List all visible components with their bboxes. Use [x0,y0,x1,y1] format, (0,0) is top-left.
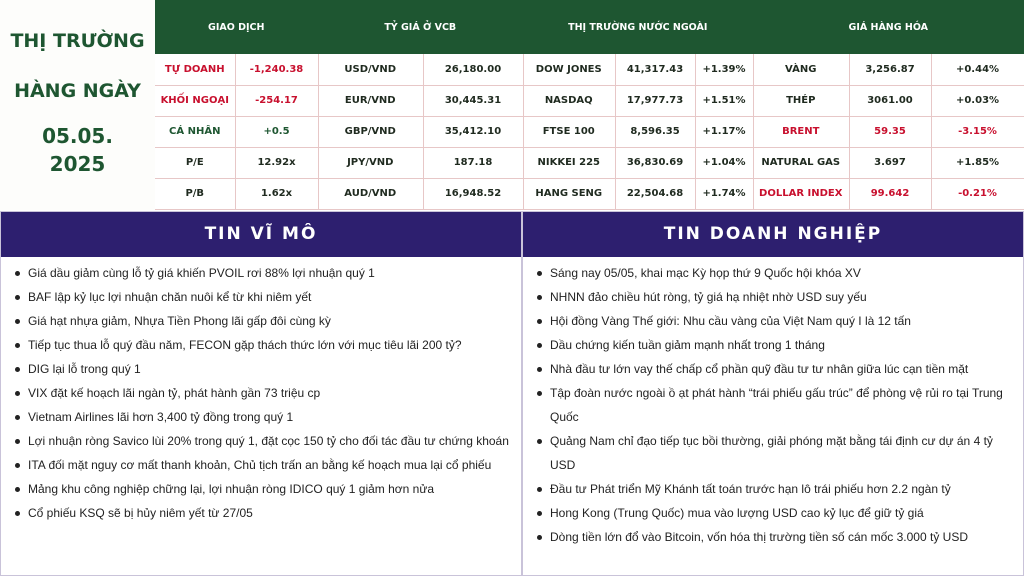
news-text: Tiếp tục thua lỗ quý đầu năm, FECON gặp thách thức lớn với mục tiêu lãi 200 tỷ? [28,338,462,352]
goods-change: +0.44% [931,54,1024,85]
list-item [15,357,511,381]
list-item [15,285,511,309]
bullet-icon [537,391,542,396]
news-text: Quảng Nam chỉ đạo tiếp tục bồi thường, giải phóng mặt bằng tái định cư dự án 4 tỷ USD [550,434,993,472]
bullet-icon [15,463,20,468]
news-text: Dầu chứng kiến tuần giảm mạnh nhất trong 1 tháng [550,338,825,352]
table-row [523,54,753,85]
table-row [523,116,753,147]
goods-header: GIÁ HÀNG HÓA [753,0,1024,54]
bullet-icon [537,367,542,372]
news-text: Dòng tiền lớn đổ vào Bitcoin, vốn hóa thị trường tiền số cán mốc 3.000 tỷ USD [550,530,968,544]
corporate-news-list [523,257,1023,549]
table-row [318,54,523,85]
world-index: FTSE 100 [523,116,615,147]
fx-rate: 35,412.10 [423,116,523,147]
list-item [15,429,511,453]
world-change: +1.39% [695,54,753,85]
news-text: Sáng nay 05/05, khai mạc Kỳ họp thứ 9 Quốc hội khóa XV [550,266,861,280]
bullet-icon [15,295,20,300]
page-subtitle: HÀNG NGÀY [14,80,141,102]
bullet-icon [15,487,20,492]
report-year: 2025 [49,152,106,176]
table-row [753,54,1024,85]
list-item [537,525,1013,549]
table-row [523,85,753,116]
list-item [15,333,511,357]
news-text: BAF lập kỷ lục lợi nhuận chăn nuôi kể từ khi niêm yết [28,290,312,304]
goods-change: -0.21% [931,178,1024,209]
table-row [155,85,318,116]
bullet-icon [537,343,542,348]
goods-price: 99.642 [849,178,931,209]
news-text: Hội đồng Vàng Thế giới: Nhu cầu vàng của Việt Nam quý I là 12 tấn [550,314,911,328]
news-text: Giá hạt nhựa giảm, Nhựa Tiền Phong lãi gấp đôi cùng kỳ [28,314,331,328]
list-item [15,477,511,501]
world-change: +1.04% [695,147,753,178]
world-value: 22,504.68 [615,178,695,209]
table-row [155,54,318,85]
table-row [318,85,523,116]
world-change: +1.74% [695,178,753,209]
bullet-icon [15,391,20,396]
bullet-icon [537,319,542,324]
bullet-icon [537,439,542,444]
goods-change: +0.03% [931,85,1024,116]
bullet-icon [15,439,20,444]
table-row [155,116,318,147]
table-row [753,116,1024,147]
list-item [15,405,511,429]
fx-pair: AUD/VND [318,178,423,209]
fx-pair: EUR/VND [318,85,423,116]
fx-header: TỶ GIÁ Ở VCB [318,0,523,54]
trading-label: KHỐI NGOẠI [155,85,235,116]
goods-change: +1.85% [931,147,1024,178]
fx-rate: 16,948.52 [423,178,523,209]
bullet-icon [15,343,20,348]
world-value: 36,830.69 [615,147,695,178]
list-item [537,357,1013,381]
world-markets-table [523,0,754,210]
fx-pair: GBP/VND [318,116,423,147]
report-date: 05.05. [42,124,113,148]
trading-label: P/E [155,147,235,178]
bullet-icon [15,511,20,516]
fx-rate: 26,180.00 [423,54,523,85]
table-row [155,178,318,209]
table-row [155,147,318,178]
bullet-icon [15,415,20,420]
bullet-icon [537,271,542,276]
world-value: 41,317.43 [615,54,695,85]
trading-label: P/B [155,178,235,209]
table-row [318,147,523,178]
bullet-icon [537,487,542,492]
news-text: VIX đặt kế hoạch lãi ngàn tỷ, phát hành gần 73 triệu cp [28,386,321,400]
goods-price: 59.35 [849,116,931,147]
list-item [537,477,1013,501]
trading-value: 1.62x [235,178,318,209]
goods-name: NATURAL GAS [753,147,849,178]
world-value: 8,596.35 [615,116,695,147]
world-change: +1.17% [695,116,753,147]
table-row [523,178,753,209]
title-block [0,0,155,210]
news-text: Tập đoàn nước ngoài ồ ạt phát hành “trái phiếu gấu trúc” để phòng vệ rủi ro tại Trung Quốc [550,386,1003,424]
list-item [537,381,1013,429]
news-text: ITA đối mặt nguy cơ mất thanh khoản, Chủ tịch trấn an bằng kế hoạch mua lại cổ phiếu [28,458,492,472]
macro-news-list [1,257,521,525]
bullet-icon [15,319,20,324]
corporate-news-header: TIN DOANH NGHIỆP [523,212,1023,257]
list-item [537,333,1013,357]
page-title: THỊ TRƯỜNG [10,30,145,52]
trading-label: TỰ DOANH [155,54,235,85]
trading-value: 12.92x [235,147,318,178]
table-row [753,147,1024,178]
trading-header: GIAO DỊCH [155,0,318,54]
list-item [537,285,1013,309]
news-text: Lợi nhuận ròng Savico lùi 20% trong quý 1, đặt cọc 150 tỷ cho đối tác đầu tư chứng khoán [28,434,509,448]
bullet-icon [15,271,20,276]
world-index: HANG SENG [523,178,615,209]
fx-rate: 187.18 [423,147,523,178]
list-item [15,453,511,477]
trading-value: +0.5 [235,116,318,147]
trading-label: CÁ NHÂN [155,116,235,147]
list-item [15,501,511,525]
table-row [318,116,523,147]
macro-news-panel [0,211,522,576]
list-item [537,261,1013,285]
macro-news-header: TIN VĨ MÔ [1,212,521,257]
news-text: Cổ phiếu KSQ sẽ bị hủy niêm yết từ 27/05 [28,506,253,520]
world-index: NIKKEI 225 [523,147,615,178]
news-text: Đầu tư Phát triển Mỹ Khánh tất toán trước hạn lô trái phiếu hơn 2.2 ngàn tỷ [550,482,951,496]
goods-change: -3.15% [931,116,1024,147]
world-change: +1.51% [695,85,753,116]
news-text: Hong Kong (Trung Quốc) mua vào lượng USD cao kỷ lục để giữ tỷ giá [550,506,924,520]
fx-rate: 30,445.31 [423,85,523,116]
goods-name: THÉP [753,85,849,116]
world-header: THỊ TRƯỜNG NƯỚC NGOÀI [523,0,753,54]
bullet-icon [537,511,542,516]
fx-table [318,0,524,210]
trading-table [155,0,319,210]
news-text: Nhà đầu tư lớn vay thế chấp cổ phần quỹ đầu tư tư nhân giữa lúc cạn tiền mặt [550,362,969,376]
list-item [15,309,511,333]
table-row [318,178,523,209]
goods-price: 3061.00 [849,85,931,116]
fx-pair: JPY/VND [318,147,423,178]
table-row [753,178,1024,209]
trading-value: -254.17 [235,85,318,116]
list-item [537,501,1013,525]
table-row [523,147,753,178]
goods-price: 3,256.87 [849,54,931,85]
list-item [15,381,511,405]
bullet-icon [537,295,542,300]
goods-name: DOLLAR INDEX [753,178,849,209]
world-index: NASDAQ [523,85,615,116]
list-item [537,309,1013,333]
commodity-table [753,0,1024,210]
news-text: DIG lại lỗ trong quý 1 [28,362,141,376]
world-value: 17,977.73 [615,85,695,116]
goods-price: 3.697 [849,147,931,178]
bullet-icon [15,367,20,372]
corporate-news-panel [522,211,1024,576]
list-item [15,261,511,285]
news-text: NHNN đảo chiều hút ròng, tỷ giá hạ nhiệt nhờ USD suy yếu [550,290,867,304]
table-row [753,85,1024,116]
news-text: Vietnam Airlines lãi hơn 3,400 tỷ đồng trong quý 1 [28,410,294,424]
news-text: Mảng khu công nghiệp chững lại, lợi nhuận ròng IDICO quý 1 giảm hơn nửa [28,482,435,496]
fx-pair: USD/VND [318,54,423,85]
list-item [537,429,1013,477]
goods-name: BRENT [753,116,849,147]
world-index: DOW JONES [523,54,615,85]
news-text: Giá dầu giảm cùng lỗ tỷ giá khiến PVOIL rơi 88% lợi nhuận quý 1 [28,266,375,280]
trading-value: -1,240.38 [235,54,318,85]
bullet-icon [537,535,542,540]
goods-name: VÀNG [753,54,849,85]
